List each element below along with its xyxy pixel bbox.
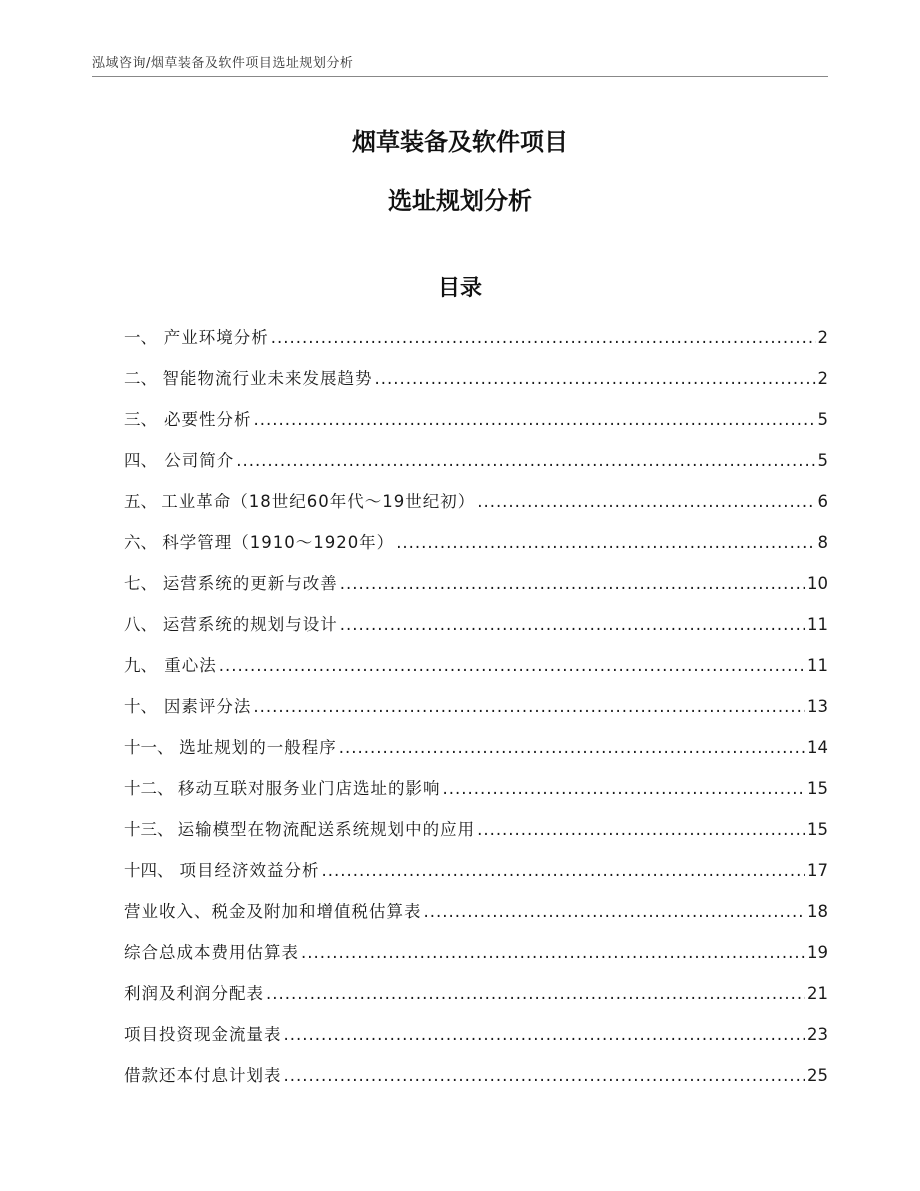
toc-entry-number: 一、: [124, 328, 157, 347]
toc-entry-number: 七、: [124, 574, 157, 593]
toc-dot-leader: [477, 488, 815, 516]
toc-entry-number: 八、: [124, 615, 157, 634]
toc-entry-page-number: 21: [807, 984, 828, 1003]
toc-entry[interactable]: [124, 488, 828, 529]
toc-entry-page-number: 15: [807, 779, 828, 798]
toc-dot-leader: [271, 324, 816, 352]
toc-entry-title: 因素评分法: [163, 697, 252, 716]
toc-entry-number: 十二、: [124, 779, 174, 798]
toc-entry-page-number: 18: [807, 902, 828, 921]
toc-entry-page-number: 11: [807, 615, 828, 634]
header-divider: [92, 76, 828, 77]
toc-entry-title: 运营系统的更新与改善: [162, 574, 338, 593]
toc-entry[interactable]: [124, 898, 828, 939]
toc-entry-title: 移动互联对服务业门店选址的影响: [178, 779, 441, 798]
toc-entry-page-number: 2: [817, 328, 828, 347]
toc-dot-leader: [340, 570, 805, 598]
toc-entry-page-number: 5: [817, 410, 828, 429]
toc-entry-title: 重心法: [164, 656, 217, 675]
toc-entry[interactable]: [124, 734, 828, 775]
toc-entry-title: 综合总成本费用估算表: [124, 943, 299, 962]
toc-entry-number: 五、: [124, 492, 157, 511]
toc-entry-title: 项目经济效益分析: [179, 861, 320, 880]
toc-entry-page-number: 14: [807, 738, 828, 757]
toc-entry-title: 利润及利润分配表: [124, 984, 264, 1003]
toc-dot-leader: [219, 652, 805, 680]
toc-entry[interactable]: [124, 857, 828, 898]
toc-entry-page-number: 23: [807, 1025, 828, 1044]
toc-dot-leader: [339, 734, 805, 762]
toc-dot-leader: [396, 529, 815, 557]
toc-entry[interactable]: [124, 365, 828, 406]
toc-entry-title: 工业革命（18世纪60年代～19世纪初）: [161, 492, 476, 511]
toc-entry-page-number: 13: [807, 697, 828, 716]
toc-dot-leader: [477, 816, 805, 844]
toc-entry[interactable]: [124, 652, 828, 693]
toc-entry-title: 选址规划的一般程序: [179, 738, 337, 757]
page-header: 泓域咨询/烟草装备及软件项目选址规划分析: [92, 56, 354, 71]
toc-entry-number: 十一、: [124, 738, 174, 757]
toc-entry[interactable]: [124, 406, 828, 447]
toc-entry-number: 九、: [124, 656, 157, 675]
toc-dot-leader: [284, 1062, 806, 1090]
toc-dot-leader: [266, 980, 805, 1008]
toc-dot-leader: [284, 1021, 806, 1049]
toc-entry-page-number: 11: [807, 656, 828, 675]
toc-entry-page-number: 25: [807, 1066, 828, 1085]
toc-entry-page-number: 5: [817, 451, 828, 470]
toc-entry-title: 公司简介: [164, 451, 235, 470]
toc-entry[interactable]: [124, 1062, 828, 1103]
toc-dot-leader: [236, 447, 815, 475]
toc-entry[interactable]: [124, 980, 828, 1021]
toc-entry[interactable]: [124, 816, 828, 857]
toc-entry-number: 十三、: [124, 820, 174, 839]
toc-entry-number: 六、: [124, 533, 157, 552]
toc-entry-number: 三、: [124, 410, 157, 429]
toc-entry[interactable]: [124, 447, 828, 488]
toc-entry-number: 十、: [124, 697, 157, 716]
toc-entry-page-number: 2: [817, 369, 828, 388]
toc-entry[interactable]: [124, 529, 828, 570]
toc-entry-page-number: 19: [807, 943, 828, 962]
toc-dot-leader: [443, 775, 806, 803]
toc-entry-title: 借款还本付息计划表: [124, 1066, 282, 1085]
toc-dot-leader: [253, 693, 805, 721]
toc-entry-number: 十四、: [124, 861, 174, 880]
toc-entry-title: 科学管理（1910～1920年）: [162, 533, 395, 552]
table-of-contents: [124, 324, 828, 1103]
toc-entry-number: 四、: [124, 451, 157, 470]
toc-entry-title: 产业环境分析: [163, 328, 269, 347]
toc-heading: 目录: [437, 276, 482, 301]
toc-entry[interactable]: [124, 324, 828, 365]
toc-dot-leader: [322, 857, 806, 885]
toc-entry[interactable]: [124, 775, 828, 816]
toc-entry-title: 必要性分析: [163, 410, 252, 429]
document-title-line1: 烟草装备及软件项目: [352, 128, 568, 156]
toc-entry[interactable]: [124, 611, 828, 652]
toc-entry-page-number: 10: [807, 574, 828, 593]
document-title-line2: 选址规划分析: [388, 187, 532, 215]
toc-entry-title: 智能物流行业未来发展趋势: [162, 369, 373, 388]
toc-dot-leader: [340, 611, 805, 639]
toc-dot-leader: [424, 898, 806, 926]
toc-entry[interactable]: [124, 693, 828, 734]
toc-entry[interactable]: [124, 1021, 828, 1062]
toc-entry-number: 二、: [124, 369, 157, 388]
toc-dot-leader: [301, 939, 805, 967]
toc-entry-title: 运营系统的规划与设计: [162, 615, 338, 634]
toc-entry-title: 项目投资现金流量表: [124, 1025, 282, 1044]
toc-entry-title: 运输模型在物流配送系统规划中的应用: [177, 820, 476, 839]
toc-dot-leader: [374, 365, 815, 393]
toc-entry-page-number: 8: [817, 533, 828, 552]
toc-entry[interactable]: [124, 939, 828, 980]
toc-entry[interactable]: [124, 570, 828, 611]
toc-entry-page-number: 17: [807, 861, 828, 880]
toc-entry-page-number: 6: [817, 492, 828, 511]
toc-entry-title: 营业收入、税金及附加和增值税估算表: [124, 902, 422, 921]
toc-dot-leader: [253, 406, 815, 434]
toc-entry-page-number: 15: [807, 820, 828, 839]
